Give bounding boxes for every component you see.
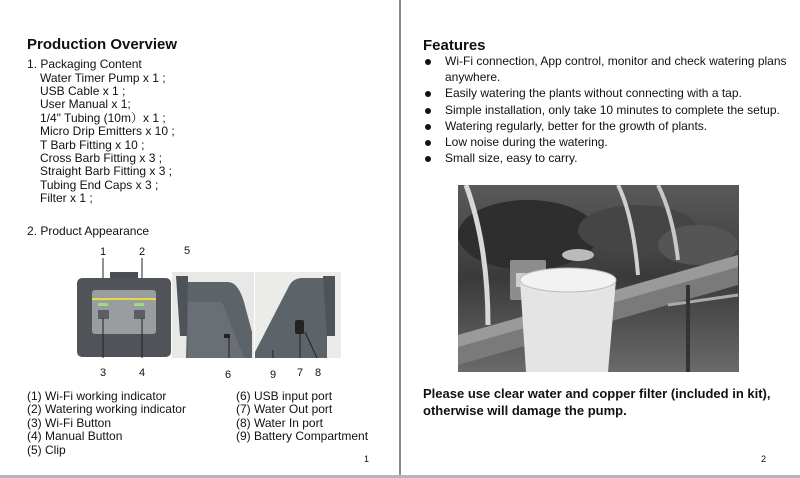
bullet-icon [425, 140, 431, 146]
legend-item: (6) USB input port [236, 389, 333, 403]
list-item: Filter x 1 ; [40, 191, 93, 206]
legend-item: (8) Water In port [236, 415, 323, 430]
list-item: T Barb Fitting x 10 ; [40, 137, 145, 152]
feature-item-continued: anywhere. [445, 70, 501, 84]
callout-5: 5 [184, 245, 191, 257]
callout-7: 7 [297, 367, 304, 379]
bullet-icon [425, 59, 431, 65]
features-title: Features [423, 37, 486, 54]
callout-3: 3 [100, 367, 107, 379]
page-divider [399, 0, 401, 478]
bullet-icon [425, 156, 431, 162]
legend-item: (1) Wi-Fi working indicator [27, 389, 167, 403]
warning-line: Please use clear water and copper filter (included in kit), [423, 386, 771, 401]
callout-4: 4 [139, 367, 146, 379]
callout-9: 9 [270, 369, 277, 381]
page-number: 1 [364, 454, 370, 464]
warning-line: otherwise will damage the pump. [423, 403, 627, 418]
list-item: USB Cable x 1 ; [40, 83, 126, 98]
device-side-ports-image [255, 272, 341, 358]
list-item: Straight Barb Fitting x 3 ; [40, 164, 173, 179]
callout-1: 1 [100, 246, 107, 258]
list-item: Water Timer Pump x 1 ; [40, 70, 166, 85]
list-item: Micro Drip Emitters x 10 ; [40, 124, 175, 139]
packaging-list [40, 72, 175, 206]
warning-note [423, 385, 771, 419]
device-front-image [76, 258, 172, 358]
legend-item: (4) Manual Button [27, 429, 123, 444]
feature-item: Small size, easy to carry. [445, 151, 578, 165]
callout-2: 2 [139, 246, 146, 258]
legend-item: (2) Watering working indicator [27, 402, 186, 417]
feature-item: Simple installation, only take 10 minutes to complete the setup. [445, 103, 780, 117]
device-side-usb-image [172, 272, 254, 358]
feature-item: Low noise during the watering. [445, 135, 608, 149]
callout-8: 8 [315, 367, 322, 379]
legend-left [27, 390, 186, 457]
legend-item: (3) Wi-Fi Button [27, 415, 112, 430]
legend-right [236, 390, 368, 444]
feature-item: Wi-Fi connection, App control, monitor and check watering plans [445, 54, 787, 68]
bullet-icon [425, 124, 431, 130]
callout-6: 6 [225, 369, 232, 381]
list-item: Tubing End Caps x 3 ; [40, 177, 159, 192]
bullet-icon [425, 108, 431, 114]
page-number: 2 [761, 454, 767, 464]
legend-item: (5) Clip [27, 442, 66, 457]
page-title: Production Overview [27, 36, 178, 53]
list-item: User Manual x 1; [40, 97, 131, 112]
section-heading-packaging: 1. Packaging Content [27, 57, 142, 71]
list-item: Cross Barb Fitting x 3 ; [40, 150, 163, 165]
legend-item: (9) Battery Compartment [236, 429, 369, 444]
feature-item: Easily watering the plants without connecting with a tap. [445, 86, 742, 100]
feature-item: Watering regularly, better for the growth of plants. [445, 119, 708, 133]
bullet-icon [425, 91, 431, 97]
legend-item: (7) Water Out port [236, 402, 333, 417]
list-item: 1/4" Tubing (10m）x 1 ; [40, 110, 166, 125]
greenhouse-photo [458, 185, 739, 372]
section-heading-appearance: 2. Product Appearance [27, 224, 150, 238]
